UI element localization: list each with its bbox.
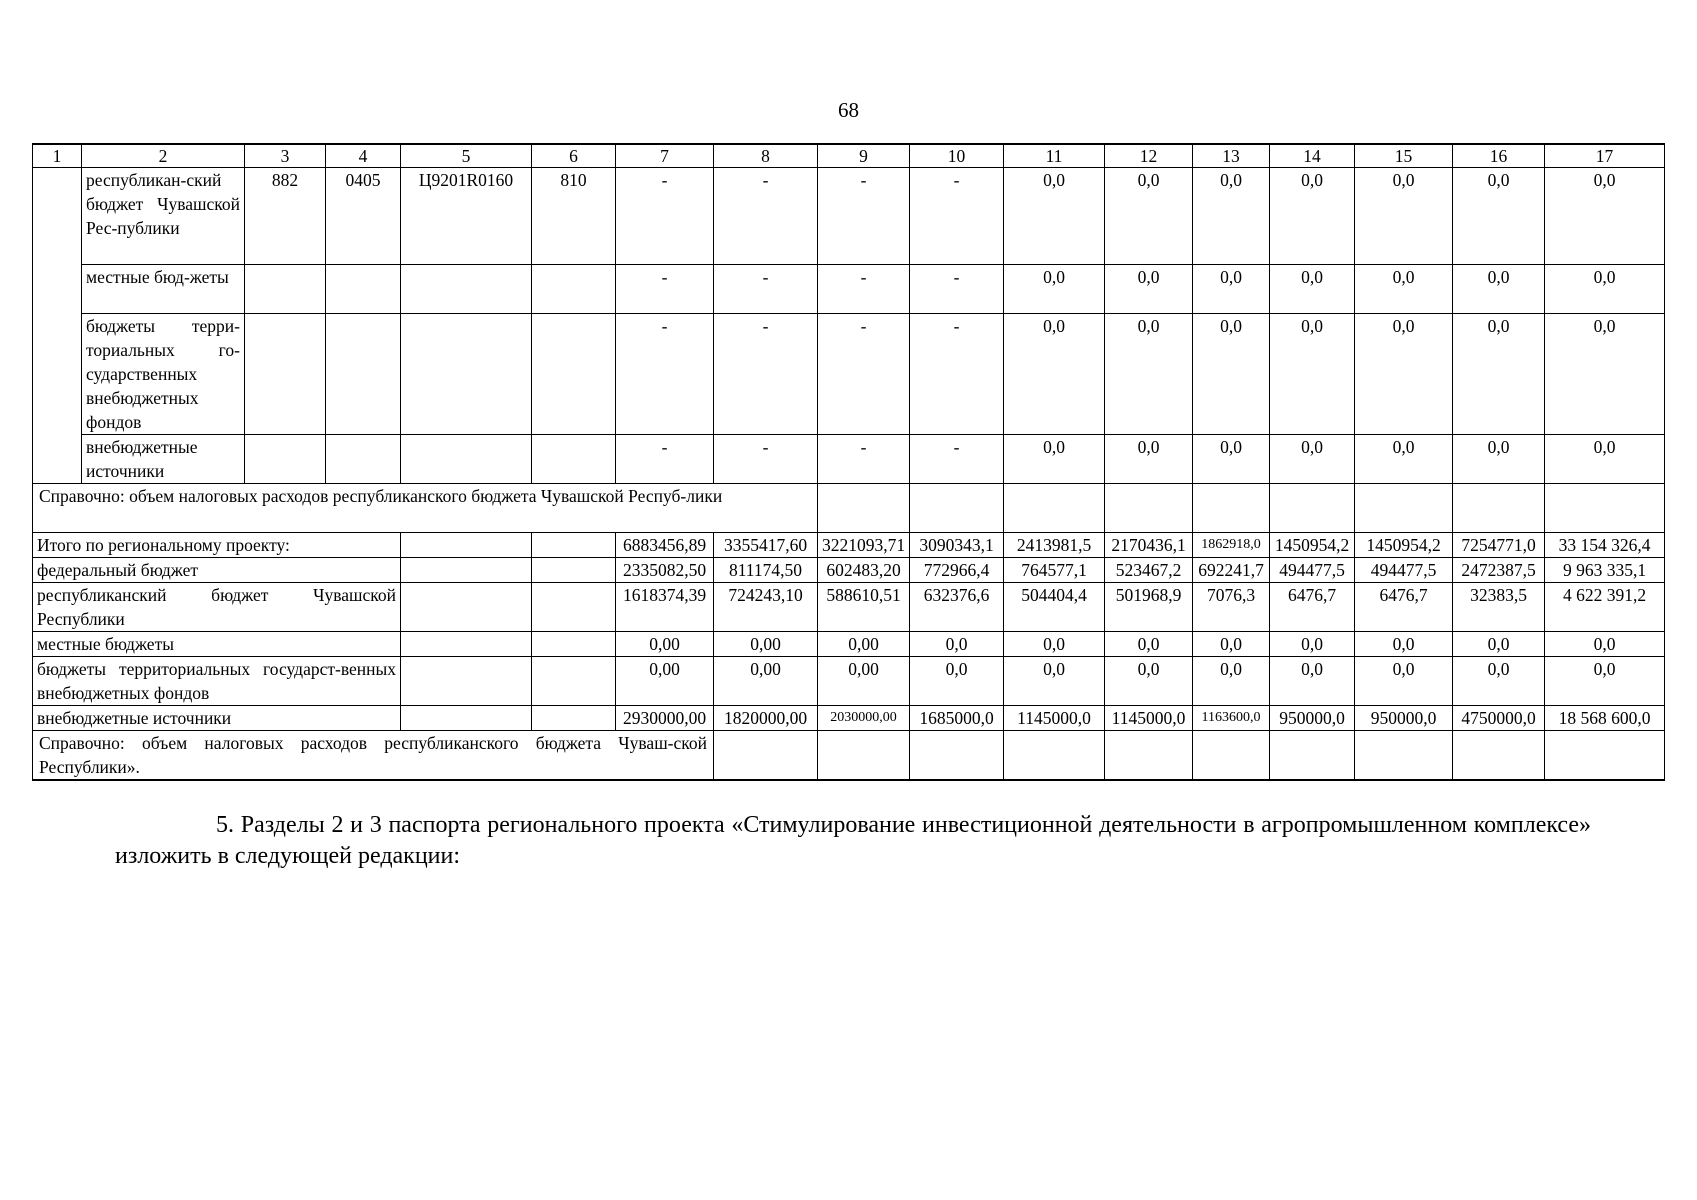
table-row [33,265,1665,314]
table-cell [401,533,532,558]
table-cell [401,558,532,583]
value-cell: 0,0 [1004,632,1105,657]
value-cell: 811174,50 [714,558,818,583]
value-cell: 9 963 335,1 [1545,558,1665,583]
column-header: 14 [1270,144,1355,168]
value-cell: 764577,1 [1004,558,1105,583]
value-cell: 2170436,1 [1105,533,1193,558]
value-cell: - [714,314,818,435]
table-cell: 0405 [326,168,401,265]
value-cell: 0,0 [1270,265,1355,314]
value-cell: 602483,20 [818,558,910,583]
column-header: 17 [1545,144,1665,168]
column-header: 10 [910,144,1004,168]
table-cell: 882 [245,168,326,265]
body-paragraph: 5. Разделы 2 и 3 паспорта регионального проекта «Стимулирование инвестиционной деятельности в агропромышленном комплексе» изложить в следующей редакции: [115,812,1591,869]
table-cell [818,731,910,781]
value-cell: 772966,4 [910,558,1004,583]
value-cell: 2335082,50 [616,558,714,583]
row-label: республикан-ский бюджет Чувашской Рес-публики [82,168,245,265]
table-cell [714,731,818,781]
value-cell: 6883456,89 [616,533,714,558]
value-cell: 0,0 [1545,435,1665,484]
value-cell: - [818,435,910,484]
column-header: 5 [401,144,532,168]
value-cell: 0,0 [1004,265,1105,314]
value-cell: 1450954,2 [1355,533,1453,558]
value-cell: 0,0 [1193,265,1270,314]
table-cell [1453,731,1545,781]
value-cell: 0,0 [1004,168,1105,265]
total-row [33,533,1665,558]
table-cell [910,731,1004,781]
column-header: 4 [326,144,401,168]
reference-row [33,484,1665,533]
column-header: 15 [1355,144,1453,168]
table-cell [245,435,326,484]
row-label: федеральный бюджет [33,558,401,583]
value-cell: 0,0 [1453,265,1545,314]
value-cell: 6476,7 [1355,583,1453,632]
value-cell: 33 154 326,4 [1545,533,1665,558]
page-number: 68 [838,98,859,122]
value-cell: 494477,5 [1355,558,1453,583]
table-cell [33,168,82,484]
table-cell [1270,731,1355,781]
value-cell: 0,0 [1105,435,1193,484]
table-cell [1545,484,1665,533]
value-cell: - [616,265,714,314]
value-cell: - [616,168,714,265]
reference-row [33,731,1665,781]
value-cell: 501968,9 [1105,583,1193,632]
total-row [33,706,1665,731]
value-cell: 588610,51 [818,583,910,632]
value-cell: 950000,0 [1355,706,1453,731]
column-header: 16 [1453,144,1545,168]
value-cell: 0,0 [1453,657,1545,706]
value-cell: 0,0 [1545,314,1665,435]
table-cell [1545,731,1665,781]
row-label: внебюджетные источники [82,435,245,484]
value-cell: 2472387,5 [1453,558,1545,583]
table-cell [910,484,1004,533]
value-cell: - [616,435,714,484]
value-cell: 0,00 [714,657,818,706]
total-row [33,583,1665,632]
value-cell: - [910,265,1004,314]
value-cell: 523467,2 [1105,558,1193,583]
table-cell [326,265,401,314]
value-cell: 0,0 [1193,168,1270,265]
table-cell [818,484,910,533]
value-cell: - [818,314,910,435]
value-cell: 0,00 [818,657,910,706]
value-cell: - [818,265,910,314]
table-row [33,168,1665,265]
value-cell: 504404,4 [1004,583,1105,632]
value-cell: - [714,265,818,314]
value-cell: 0,0 [1355,657,1453,706]
value-cell: 2413981,5 [1004,533,1105,558]
value-cell: - [910,168,1004,265]
table-row [33,314,1665,435]
table-cell [1355,484,1453,533]
value-cell: 0,00 [714,632,818,657]
value-cell: 0,0 [1355,168,1453,265]
budget-table [32,143,1665,781]
value-cell: - [616,314,714,435]
table-cell [401,706,532,731]
value-cell: 0,0 [1545,168,1665,265]
value-cell: 0,0 [1355,435,1453,484]
table-cell [532,706,616,731]
value-cell: 1163600,0 [1193,706,1270,731]
value-cell: 0,0 [1545,632,1665,657]
table-cell [1004,484,1105,533]
value-cell: 0,0 [1004,657,1105,706]
table-cell [1453,484,1545,533]
value-cell: 0,0 [1545,265,1665,314]
table-cell: 810 [532,168,616,265]
table-cell [532,632,616,657]
value-cell: - [714,168,818,265]
table-cell [1355,731,1453,781]
value-cell: 0,0 [1193,435,1270,484]
column-header: 13 [1193,144,1270,168]
value-cell: 1145000,0 [1004,706,1105,731]
value-cell: 0,0 [1270,632,1355,657]
value-cell: 0,0 [1355,265,1453,314]
row-label: местные бюджеты [33,632,401,657]
value-cell: 6476,7 [1270,583,1355,632]
value-cell: 4 622 391,2 [1545,583,1665,632]
table-cell [401,435,532,484]
value-cell: 0,0 [1545,657,1665,706]
column-header: 11 [1004,144,1105,168]
table-row [33,435,1665,484]
total-row [33,632,1665,657]
value-cell: 0,0 [1105,314,1193,435]
value-cell: - [910,314,1004,435]
row-label: Итого по региональному проекту: [33,533,401,558]
value-cell: 0,0 [1105,168,1193,265]
value-cell: 0,0 [1355,632,1453,657]
value-cell: 0,0 [1270,435,1355,484]
value-cell: 0,0 [1453,168,1545,265]
value-cell: 0,0 [1270,168,1355,265]
value-cell: 32383,5 [1453,583,1545,632]
value-cell: 0,0 [1105,632,1193,657]
value-cell: 0,0 [910,657,1004,706]
row-label: бюджеты территориальных государст-венных внебюджетных фондов [33,657,401,706]
table-cell [1193,484,1270,533]
value-cell: 3221093,71 [818,533,910,558]
table-cell [326,314,401,435]
table-cell [401,583,532,632]
value-cell: 0,0 [1193,632,1270,657]
value-cell: 1145000,0 [1105,706,1193,731]
value-cell: 0,0 [1453,314,1545,435]
value-cell: 1450954,2 [1270,533,1355,558]
row-label: республиканский бюджет Чувашской Республики [33,583,401,632]
column-header: 1 [33,144,82,168]
table-cell [1004,731,1105,781]
reference-note: Справочно: объем налоговых расходов республиканского бюджета Чувашской Респуб-лики [33,484,818,533]
column-header: 7 [616,144,714,168]
table-cell [532,435,616,484]
table-cell [1270,484,1355,533]
column-header: 12 [1105,144,1193,168]
total-row [33,558,1665,583]
table-cell [401,657,532,706]
table-cell [532,558,616,583]
value-cell: 950000,0 [1270,706,1355,731]
value-cell: 7254771,0 [1453,533,1545,558]
column-header: 2 [82,144,245,168]
table-cell [401,265,532,314]
value-cell: 0,0 [1004,314,1105,435]
row-label: внебюджетные источники [33,706,401,731]
table-cell: Ц9201R0160 [401,168,532,265]
value-cell: 0,0 [1193,657,1270,706]
value-cell: 494477,5 [1270,558,1355,583]
value-cell: 3090343,1 [910,533,1004,558]
table-cell [401,314,532,435]
row-label: местные бюд-жеты [82,265,245,314]
column-header: 6 [532,144,616,168]
table-header-row [33,144,1665,168]
column-header: 8 [714,144,818,168]
value-cell: 0,0 [1270,314,1355,435]
value-cell: 1618374,39 [616,583,714,632]
value-cell: 0,0 [1270,657,1355,706]
value-cell: - [714,435,818,484]
value-cell: 0,00 [818,632,910,657]
value-cell: 7076,3 [1193,583,1270,632]
table-cell [1105,731,1193,781]
value-cell: 1820000,00 [714,706,818,731]
value-cell: 0,0 [1453,435,1545,484]
column-header: 3 [245,144,326,168]
value-cell: 692241,7 [1193,558,1270,583]
total-row [33,657,1665,706]
value-cell: - [910,435,1004,484]
value-cell: - [818,168,910,265]
table-cell [532,583,616,632]
value-cell: 0,0 [1105,657,1193,706]
value-cell: 0,0 [1004,435,1105,484]
value-cell: 3355417,60 [714,533,818,558]
table-cell [326,435,401,484]
table-cell [1105,484,1193,533]
value-cell: 0,0 [1193,314,1270,435]
value-cell: 4750000,0 [1453,706,1545,731]
table-cell [532,657,616,706]
value-cell: 1862918,0 [1193,533,1270,558]
value-cell: 724243,10 [714,583,818,632]
value-cell: 632376,6 [910,583,1004,632]
value-cell: 0,0 [910,632,1004,657]
column-header: 9 [818,144,910,168]
table-cell [532,265,616,314]
table-cell [245,265,326,314]
table-cell [1193,731,1270,781]
table-cell [245,314,326,435]
value-cell: 0,00 [616,632,714,657]
reference-note: Справочно: объем налоговых расходов республиканского бюджета Чуваш-ской Республики». [33,731,714,781]
table-cell [532,314,616,435]
table-cell [532,533,616,558]
value-cell: 18 568 600,0 [1545,706,1665,731]
value-cell: 1685000,0 [910,706,1004,731]
value-cell: 0,00 [616,657,714,706]
value-cell: 0,0 [1355,314,1453,435]
table-cell [401,632,532,657]
value-cell: 0,0 [1453,632,1545,657]
row-label: бюджеты терри-ториальных го-сударственных внебюджетных фондов [82,314,245,435]
value-cell: 2930000,00 [616,706,714,731]
value-cell: 0,0 [1105,265,1193,314]
value-cell: 2030000,00 [818,706,910,731]
